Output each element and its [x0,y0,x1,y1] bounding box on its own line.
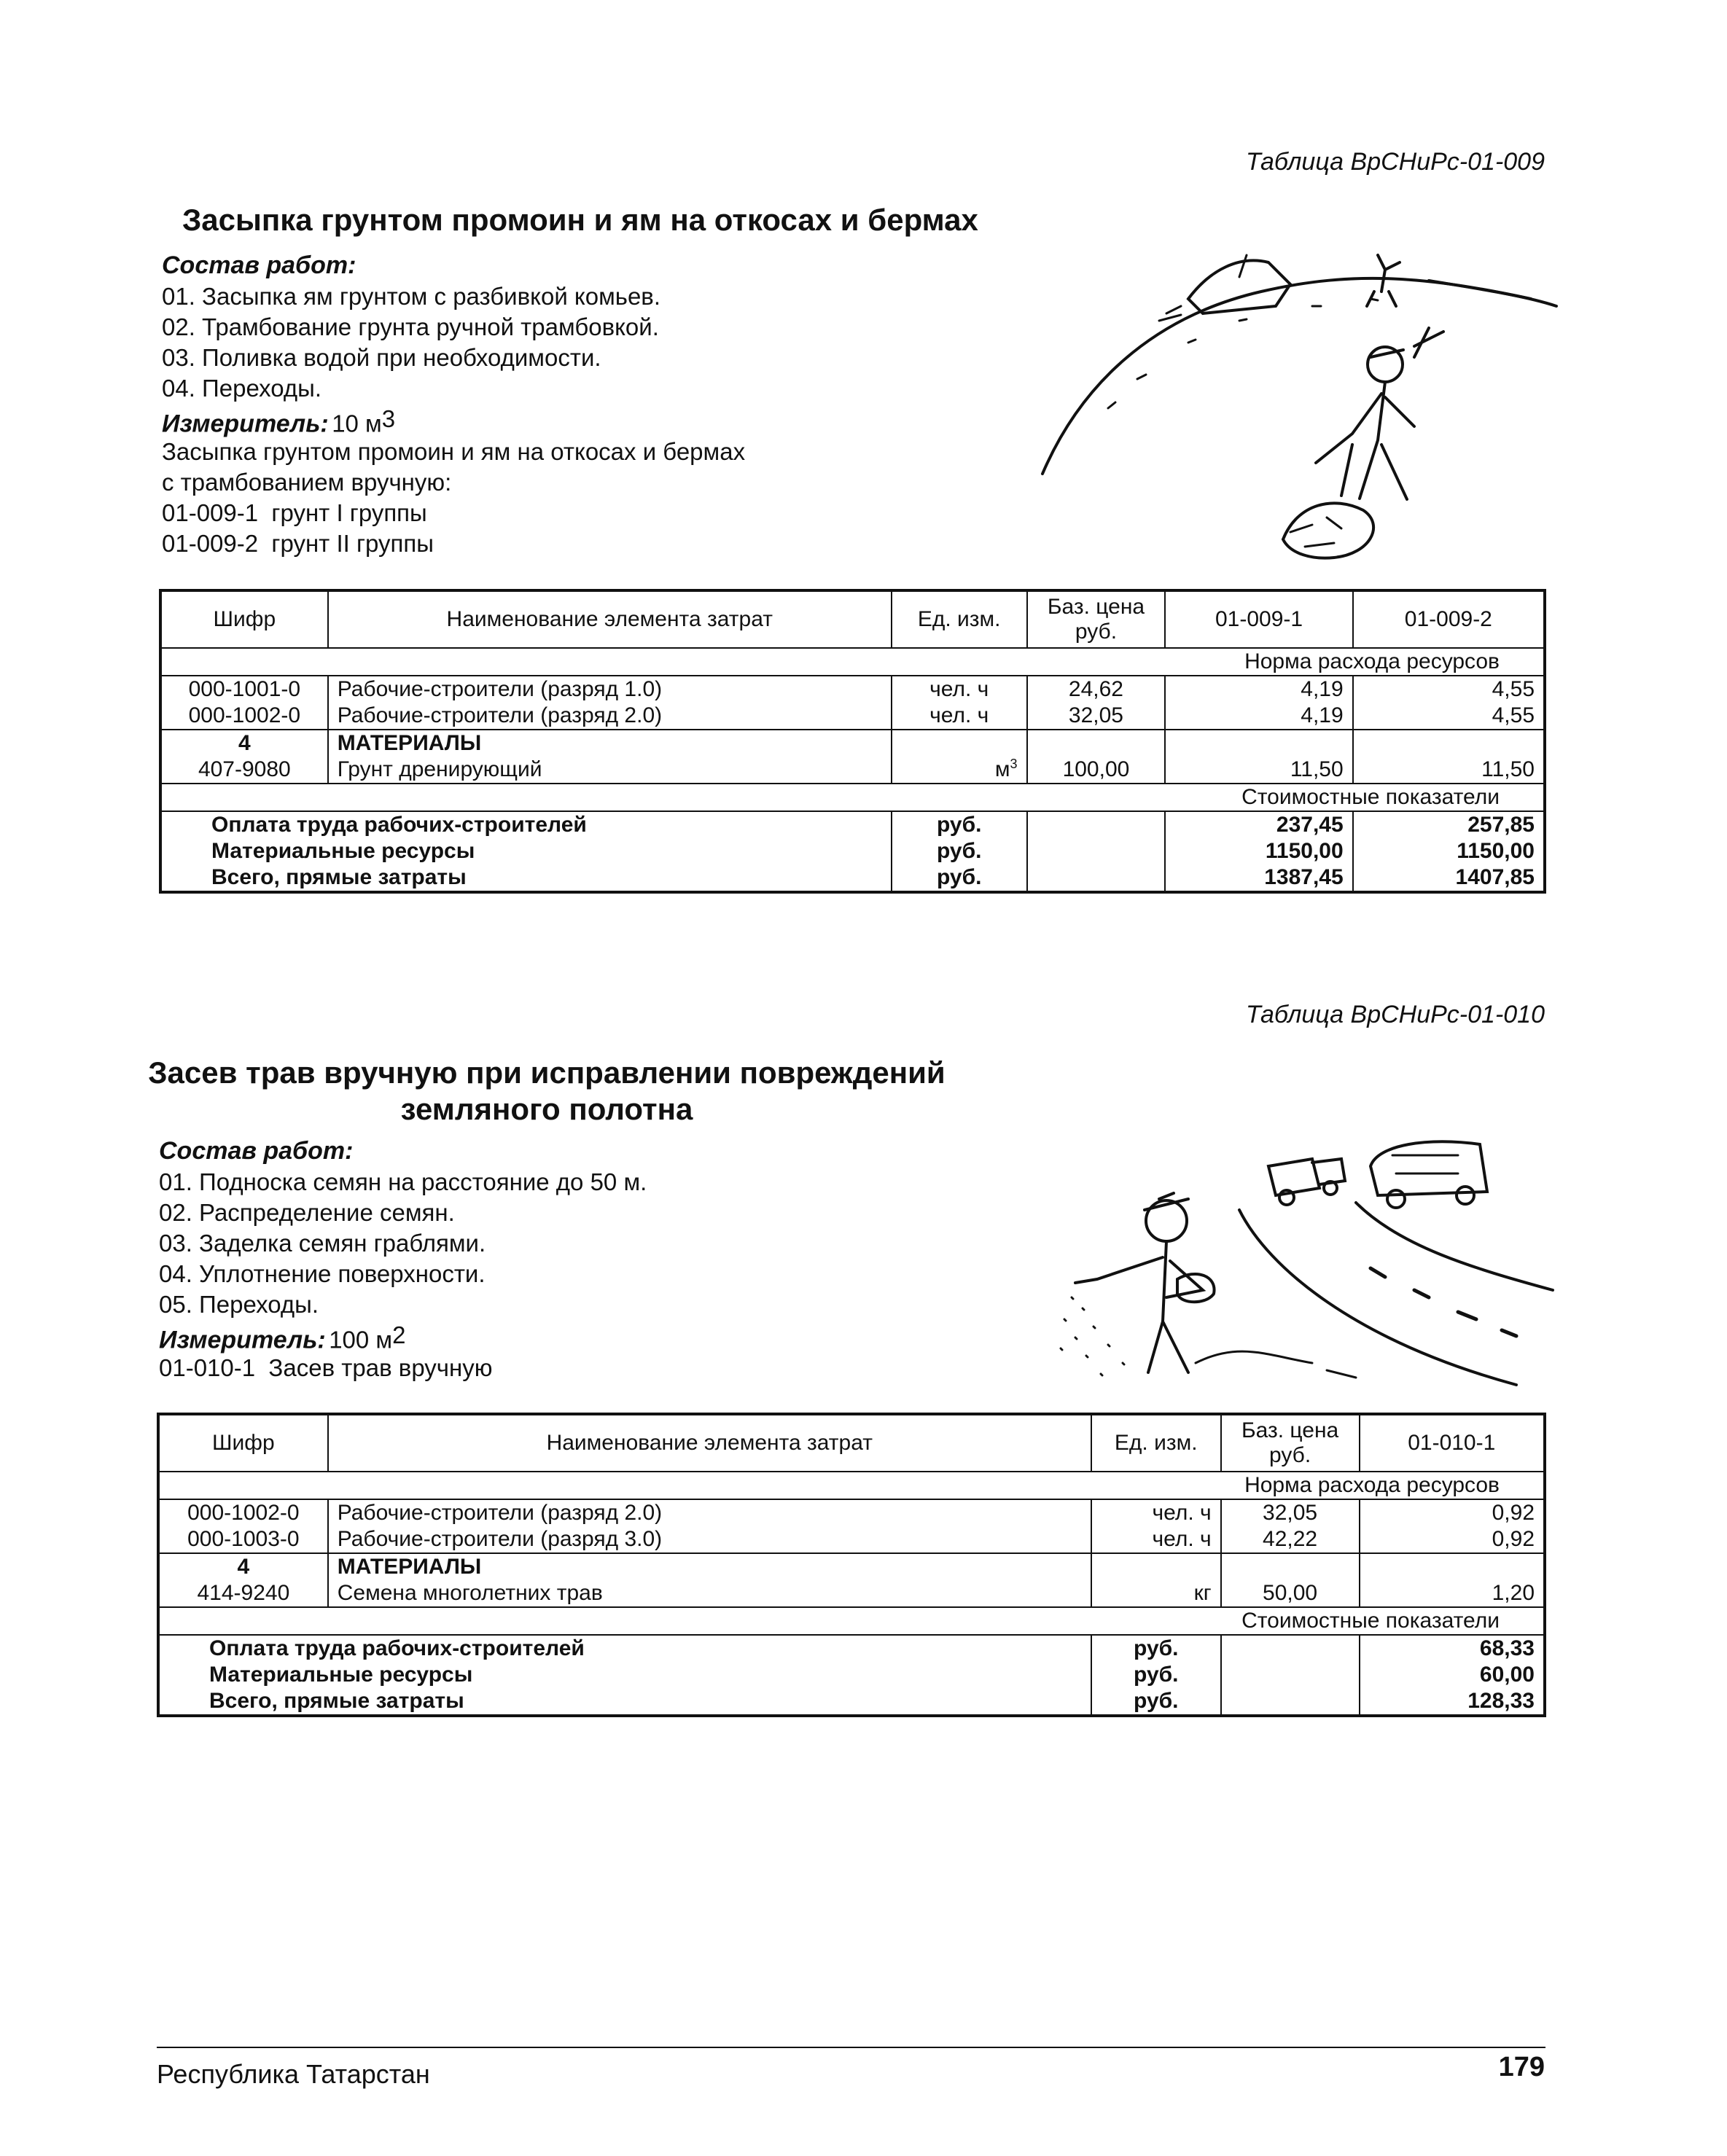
total-name: Оплата труда рабочих-строителей [158,1635,1091,1662]
resource-norms-table-1 [159,589,1546,894]
header-price-l1: Баз. цена [1241,1418,1339,1442]
norm-label-row [158,1472,1545,1499]
materials-group-row [158,1553,1545,1580]
step-2-05: 05. Переходы. [159,1291,319,1318]
empty-cell [1165,730,1352,757]
code-line-01-009-1: 01-009-1 грунт I группы [162,499,427,526]
empty-cell [1027,811,1166,838]
section-title-2-line-2: земляного полотна [400,1091,693,1126]
empty-cell [1360,1553,1545,1580]
step-2-03: 03. Заделка семян граблями. [159,1230,486,1257]
table-row [160,757,1545,784]
code-line-01-009-2: 01-009-2 грунт II группы [162,530,434,557]
total-unit: руб. [892,838,1027,864]
header-name: Наименование элемента затрат [328,590,892,648]
total-row [158,1662,1545,1688]
header-price [1221,1414,1360,1472]
step-2-02: 02. Распределение семян. [159,1199,455,1226]
meter-sup-1: 3 [381,405,396,432]
row-name: Семена многолетних трав [328,1580,1091,1607]
row-code: 000-1003-0 [158,1526,328,1553]
row-value-1: 11,50 [1165,757,1352,784]
row-code: 000-1001-0 [160,676,328,703]
empty-cell [892,730,1027,757]
row-name: Рабочие-строители (разряд 3.0) [328,1526,1091,1553]
step-1-03: 03. Поливка водой при необходимости. [162,344,601,371]
header-col-01-009-2: 01-009-2 [1353,590,1545,648]
row-value-1: 0,92 [1360,1499,1545,1526]
row-code: 000-1002-0 [160,703,328,730]
header-unit: Ед. изм. [1091,1414,1221,1472]
page-number: 179 [1498,2052,1545,2082]
row-value-1: 0,92 [1360,1526,1545,1553]
norm-label: Норма расхода ресурсов [160,648,1545,676]
meter-value-2: 100 м [329,1326,393,1354]
total-row [160,864,1545,892]
meter-label-1: Измеритель: [162,410,329,438]
header-col-01-009-1: 01-009-1 [1165,590,1352,648]
total-value-1: 128,33 [1360,1688,1545,1716]
total-row [158,1688,1545,1716]
table-row [160,676,1545,703]
table-reference-1: Таблица ВрСНиРс-01-009 [1245,148,1545,176]
total-name: Всего, прямые затраты [158,1688,1091,1716]
code-line-01-010-1: 01-010-1 Засев трав вручную [159,1354,493,1381]
illustration-slope-workers [1021,226,1560,569]
empty-cell [1221,1688,1360,1716]
header-code: Шифр [158,1414,328,1472]
total-name: Материальные ресурсы [158,1662,1091,1688]
total-value-2: 1407,85 [1353,864,1545,892]
norm-label-row [160,648,1545,676]
row-value-1: 1,20 [1360,1580,1545,1607]
group-name: МАТЕРИАЛЫ [328,1553,1091,1580]
row-name: Грунт дренирующий [328,757,892,784]
meter-sup-2: 2 [392,1321,406,1348]
empty-cell [1221,1662,1360,1688]
total-value-1: 60,00 [1360,1662,1545,1688]
row-value-1: 4,19 [1165,703,1352,730]
section-title-2 [73,1055,1021,1127]
meter-label-2: Измеритель: [159,1326,326,1354]
total-value-1: 68,33 [1360,1635,1545,1662]
header-unit: Ед. изм. [892,590,1027,648]
unit-text: м [994,757,1010,781]
table-reference-2: Таблица ВрСНиРс-01-010 [1245,1001,1545,1028]
step-2-01: 01. Подноска семян на расстояние до 50 м. [159,1168,647,1195]
row-name: Рабочие-строители (разряд 2.0) [328,1499,1091,1526]
empty-cell [1221,1553,1360,1580]
table-row [158,1580,1545,1607]
illustration-sowing-worker [1050,1122,1560,1399]
total-unit: руб. [892,811,1027,838]
row-price: 24,62 [1027,676,1166,703]
table-row [158,1499,1545,1526]
footer-divider [157,2047,1545,2048]
group-code: 4 [158,1553,328,1580]
footer-region: Республика Татарстан [157,2059,430,2089]
meter-2 [159,1323,405,1354]
norm-label: Норма расхода ресурсов [158,1472,1545,1499]
total-unit: руб. [1091,1662,1221,1688]
row-unit: кг [1091,1580,1221,1607]
row-price: 32,05 [1221,1499,1360,1526]
composition-label-2: Состав работ: [159,1137,354,1165]
empty-cell [1027,864,1166,892]
empty-cell [1027,730,1166,757]
row-price: 32,05 [1027,703,1166,730]
row-unit: чел. ч [892,703,1027,730]
row-code: 414-9240 [158,1580,328,1607]
row-code: 407-9080 [160,757,328,784]
row-name: Рабочие-строители (разряд 1.0) [328,676,892,703]
cost-label-row [160,784,1545,811]
cost-label: Стоимостные показатели [160,784,1545,811]
total-value-1: 237,45 [1165,811,1352,838]
total-unit: руб. [1091,1688,1221,1716]
row-code: 000-1002-0 [158,1499,328,1526]
step-1-01: 01. Засыпка ям грунтом с разбивкой комьев. [162,283,661,310]
table-header-row [158,1414,1545,1472]
total-unit: руб. [892,864,1027,892]
section-title-1: Засыпка грунтом промоин и ям на откосах и бермах [182,203,978,237]
empty-cell [1091,1553,1221,1580]
group-name: МАТЕРИАЛЫ [328,730,892,757]
meter-1 [162,407,395,438]
header-code: Шифр [160,590,328,648]
empty-cell [1353,730,1545,757]
total-name: Оплата труда рабочих-строителей [160,811,892,838]
row-unit [892,757,1027,784]
row-value-2: 11,50 [1353,757,1545,784]
composition-label-1: Состав работ: [162,251,356,279]
header-price [1027,590,1166,648]
header-price-l2: руб. [1075,620,1118,644]
row-value-2: 4,55 [1353,703,1545,730]
total-value-1: 1387,45 [1165,864,1352,892]
header-price-l1: Баз. цена [1047,595,1145,619]
row-name: Рабочие-строители (разряд 2.0) [328,703,892,730]
row-unit: чел. ч [1091,1526,1221,1553]
step-1-04: 04. Переходы. [162,375,321,402]
empty-cell [1027,838,1166,864]
header-name: Наименование элемента затрат [328,1414,1091,1472]
materials-group-row [160,730,1545,757]
total-row [160,838,1545,864]
section-title-2-line-1: Засев трав вручную при исправлении повреждений [148,1055,946,1090]
step-1-02: 02. Трамбование грунта ручной трамбовкой. [162,313,659,340]
group-code: 4 [160,730,328,757]
description-line-2: с трамбованием вручную: [162,469,452,496]
resource-norms-table-2 [157,1413,1546,1717]
total-value-1: 1150,00 [1165,838,1352,864]
table-header-row [160,590,1545,648]
cost-label: Стоимостные показатели [158,1607,1545,1635]
total-name: Материальные ресурсы [160,838,892,864]
row-price: 100,00 [1027,757,1166,784]
cost-label-row [158,1607,1545,1635]
header-price-l2: руб. [1268,1443,1311,1467]
row-value-1: 4,19 [1165,676,1352,703]
header-col-01-010-1: 01-010-1 [1360,1414,1545,1472]
unit-sup: 3 [1010,757,1018,771]
empty-cell [1221,1635,1360,1662]
meter-value-1: 10 м [332,410,382,437]
table-row [160,703,1545,730]
description-line-1: Засыпка грунтом промоин и ям на откосах и бермах [162,438,746,465]
row-value-2: 4,55 [1353,676,1545,703]
total-value-2: 257,85 [1353,811,1545,838]
row-unit: чел. ч [1091,1499,1221,1526]
total-row [160,811,1545,838]
row-price: 50,00 [1221,1580,1360,1607]
row-price: 42,22 [1221,1526,1360,1553]
total-row [158,1635,1545,1662]
total-unit: руб. [1091,1635,1221,1662]
step-2-04: 04. Уплотнение поверхности. [159,1260,486,1287]
table-row [158,1526,1545,1553]
total-value-2: 1150,00 [1353,838,1545,864]
total-name: Всего, прямые затраты [160,864,892,892]
row-unit: чел. ч [892,676,1027,703]
